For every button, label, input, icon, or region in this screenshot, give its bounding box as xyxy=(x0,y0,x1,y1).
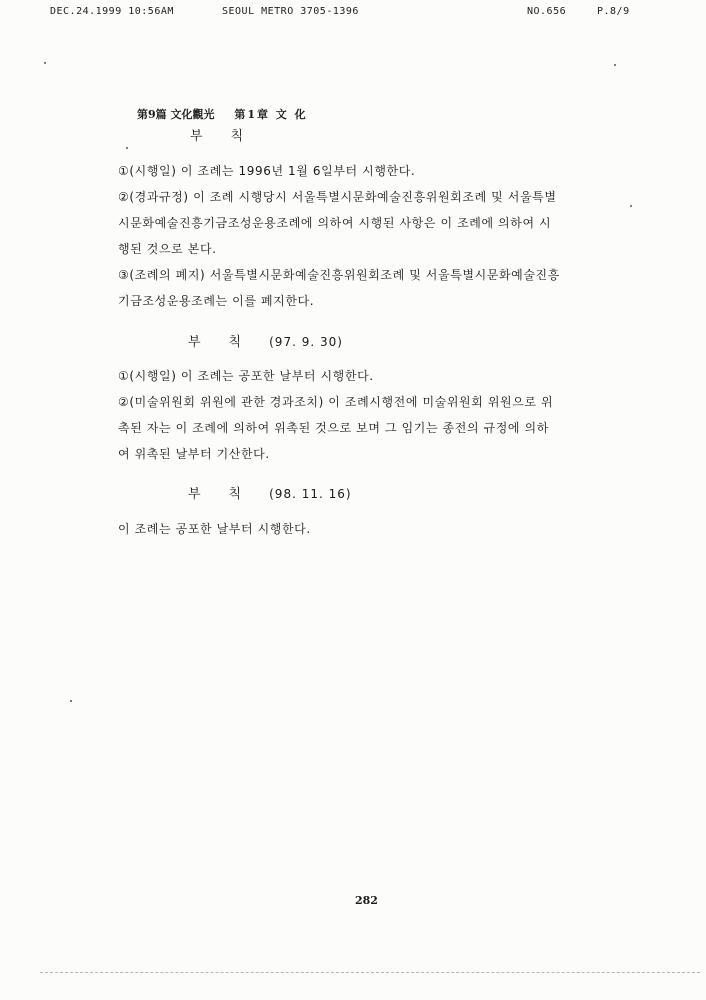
section-heading xyxy=(188,331,343,350)
fax-number: NO.656 xyxy=(527,6,567,17)
section-heading-word: 부칙 xyxy=(188,487,270,502)
section-heading-word: 부칙 xyxy=(190,129,272,144)
fax-sender: SEOUL METRO 3705-1396 xyxy=(222,6,359,17)
fax-datetime: DEC.24.1999 10:56AM xyxy=(50,6,174,17)
page-number: 282 xyxy=(355,894,378,907)
scan-speck xyxy=(44,62,46,64)
document-line: 촉된 자는 이 조례에 의하여 위촉된 것으로 보며 그 임기는 종전의 규정에 의하 xyxy=(118,421,549,435)
document-line: 시문화예술진흥기금조성운용조례에 의하여 시행된 사항은 이 조례에 의하여 시 xyxy=(118,216,552,230)
chapter-header xyxy=(137,106,308,122)
scan-speck xyxy=(630,205,632,207)
section-heading-word: 부칙 xyxy=(188,335,270,350)
fax-header xyxy=(0,6,706,24)
document-line: ③(조례의 폐지) 서울특별시문화예술진흥위원회조례 및 서울특별시문화예술진흥 xyxy=(118,268,560,282)
document-line: ①(시행일) 이 조례는 공포한 날부터 시행한다. xyxy=(118,369,374,383)
document-line: ②(경과규정) 이 조례 시행당시 서울특별시문화예술진흥위원회조례 및 서울특별 xyxy=(118,190,557,204)
section-heading xyxy=(188,483,352,502)
document-line: 이 조례는 공포한 날부터 시행한다. xyxy=(118,522,311,536)
document-line: ②(미술위원회 위원에 관한 경과조치) 이 조례시행전에 미술위원회 위원으로 위 xyxy=(118,395,554,409)
scan-speck xyxy=(126,147,128,149)
fax-page-indicator: P.8/9 xyxy=(597,6,630,17)
section-heading-date: (98. 11. 16) xyxy=(269,487,352,501)
section-heading xyxy=(190,125,271,144)
document-line: 기금조성운용조례는 이를 폐지한다. xyxy=(118,294,315,308)
document-line: 행된 것으로 본다. xyxy=(118,242,217,256)
scan-speck xyxy=(614,64,616,66)
section-heading-date: (97. 9. 30) xyxy=(269,335,343,349)
chapter-part: 第9篇 文化觀光 xyxy=(137,108,215,121)
scan-speck xyxy=(70,700,72,702)
scan-artifact-line xyxy=(40,972,700,973)
document-line: ①(시행일) 이 조례는 1996년 1월 6일부터 시행한다. xyxy=(118,164,416,178)
chapter-title: 第1章 文 化 xyxy=(234,108,308,121)
document-line: 여 위촉된 날부터 기산한다. xyxy=(118,447,270,461)
